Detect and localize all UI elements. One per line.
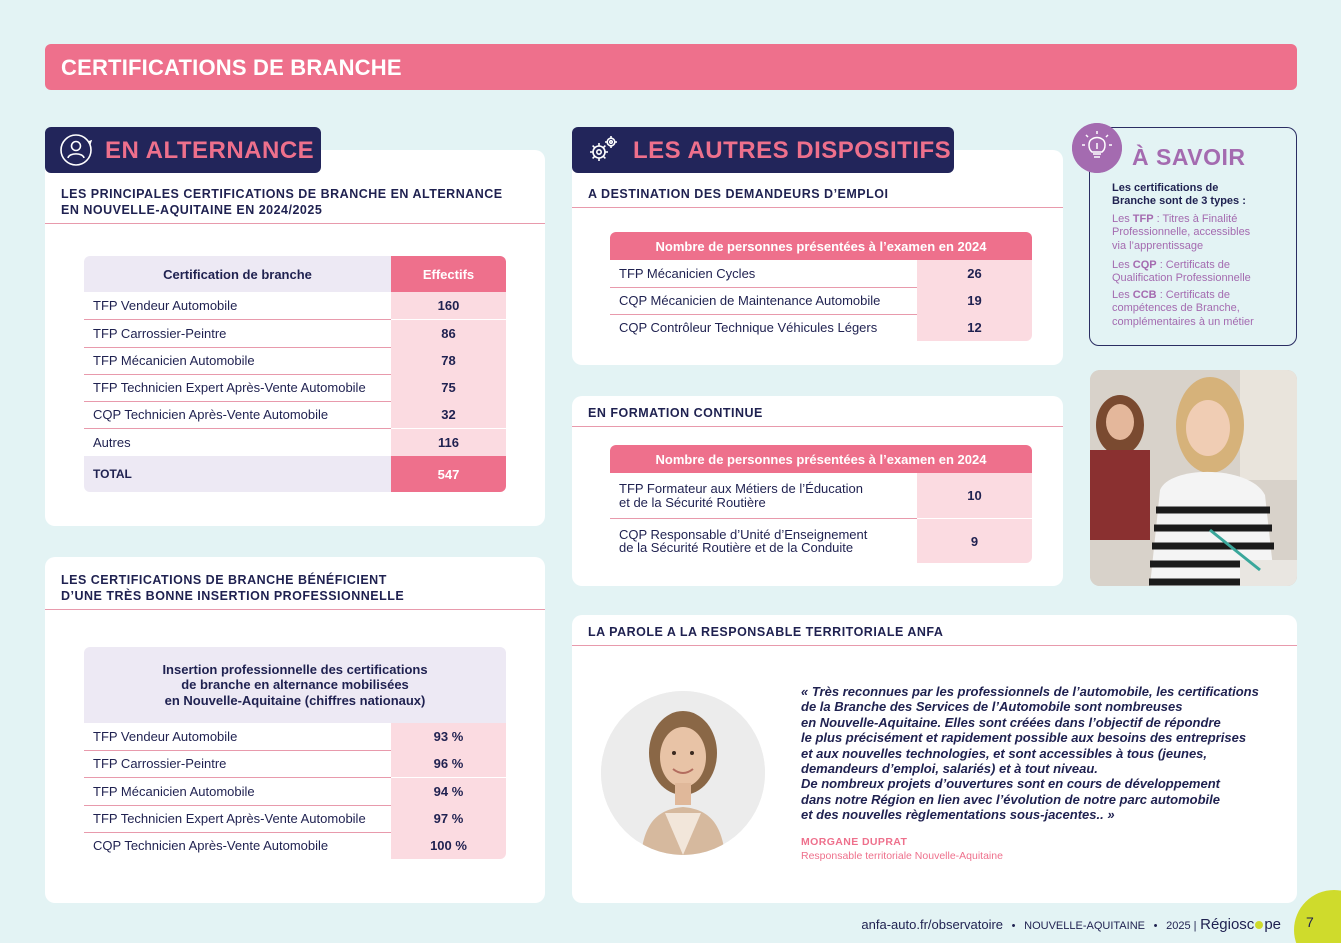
student-photo [1090, 370, 1297, 586]
row-label [610, 473, 863, 518]
item-text: : Titres à Finalité [1153, 213, 1238, 225]
a-savoir-item-tfp [1112, 213, 1250, 253]
autres-title: LES AUTRES DISPOSITIFS [633, 137, 952, 164]
table-row [84, 347, 506, 374]
row-value: 86 [391, 320, 506, 347]
footer-year: 2025 | [1166, 920, 1197, 932]
header-line: Insertion professionnelle des certifications [162, 661, 428, 677]
table-row [610, 473, 1032, 518]
row-value: 116 [391, 429, 506, 456]
row-value: 93 % [391, 723, 506, 750]
continue-subtitle: EN FORMATION CONTINUE [588, 406, 763, 420]
column-header-certification: Certification de branche [84, 256, 391, 292]
person-refresh-icon [59, 133, 93, 167]
table-row [610, 287, 1032, 314]
brand-dot-icon [1255, 921, 1263, 929]
row-label: CQP Technicien Après-Vente Automobile [93, 838, 329, 853]
brand-text: pe [1264, 916, 1281, 933]
row-value: 32 [391, 401, 506, 428]
parole-subtitle: LA PAROLE A LA RESPONSABLE TERRITORIALE ANFA [588, 625, 944, 639]
page-banner [45, 44, 1297, 90]
row-label-line: CQP Responsable d’Unité d’Enseignement [619, 526, 868, 542]
row-value: 100 % [391, 832, 506, 859]
row-value: 94 % [391, 778, 506, 805]
row-value: 12 [917, 314, 1032, 341]
quote-line: en Nouvelle-Aquitaine. Elles sont créées dans l’objectif de répondre [801, 714, 1221, 730]
a-savoir-item-cqp [1112, 259, 1251, 286]
item-text: compétences de Branche, [1112, 302, 1240, 315]
a-savoir-title: À SAVOIR [1132, 144, 1246, 170]
table-row [610, 314, 1032, 341]
footer-region: NOUVELLE-AQUITAINE [1024, 920, 1145, 932]
header-line: de branche en alternance mobilisées [181, 677, 409, 693]
quote-line: et aux nouvelles technologies, et sont accessibles à tous (jeunes, [801, 745, 1208, 761]
footer [861, 916, 1281, 933]
insertion-table-header [84, 647, 506, 723]
student-illustration [1090, 370, 1297, 586]
footer-brand-logo [1200, 916, 1281, 933]
page-number: 7 [1306, 914, 1314, 930]
row-value: 97 % [391, 805, 506, 832]
divider [45, 223, 545, 224]
quote-line: « Très reconnues par les professionnels de l’automobile, les certifications [801, 684, 1259, 699]
item-prefix: Les [1112, 289, 1133, 301]
portrait-illustration [601, 691, 765, 855]
row-label: CQP Mécanicien de Maintenance Automobile [619, 293, 881, 308]
row-label: TFP Technicien Expert Après-Vente Automobile [93, 380, 366, 395]
footer-separator: • [1011, 920, 1016, 932]
table-row [610, 260, 1032, 287]
lightbulb-icon [1072, 123, 1122, 173]
table-row [84, 805, 506, 832]
row-label: TFP Vendeur Automobile [93, 729, 238, 744]
item-abbr: CCB [1132, 289, 1157, 301]
a-savoir-box [1089, 127, 1297, 346]
alternance-subtitle [61, 186, 503, 218]
row-label-line: de la Sécurité Routière et de la Conduite [619, 540, 854, 555]
row-label: TFP Technicien Expert Après-Vente Automobile [93, 811, 366, 826]
alternance-subtitle-line: EN NOUVELLE-AQUITAINE EN 2024/2025 [61, 203, 323, 217]
table-row [84, 750, 506, 777]
insertion-table [84, 647, 506, 859]
insertion-subtitle [61, 572, 404, 604]
alternance-table [84, 256, 506, 492]
continue-table-header: Nombre de personnes présentées à l’examen en 2024 [610, 445, 1032, 473]
item-prefix: Les [1112, 259, 1133, 271]
quote-line: dans notre Région en lien avec l’évolution de notre parc automobile [801, 791, 1220, 807]
row-label: TFP Carrossier-Peintre [93, 326, 227, 341]
demandeurs-subtitle: A DESTINATION DES DEMANDEURS D’EMPLOI [588, 187, 889, 201]
row-value: 19 [917, 287, 1032, 314]
item-text: Professionnelle, accessibles [1112, 226, 1251, 239]
divider [45, 609, 545, 610]
demandeurs-card [572, 150, 1063, 365]
alternance-card [45, 150, 545, 526]
quote-author-role: Responsable territoriale Nouvelle-Aquitaine [801, 850, 1003, 862]
row-value: 26 [917, 260, 1032, 287]
divider [572, 426, 1063, 427]
row-label: TFP Mécanicien Automobile [93, 353, 255, 368]
row-label [610, 519, 867, 563]
row-value: 75 [391, 374, 506, 401]
row-value: 9 [917, 519, 1032, 563]
table-row [84, 292, 506, 319]
row-value: 10 [917, 473, 1032, 518]
table-row [84, 374, 506, 401]
page-number-badge [1294, 890, 1341, 943]
row-label: TFP Mécanicien Cycles [619, 266, 756, 281]
continue-card [572, 396, 1063, 586]
table-total-row [84, 456, 506, 492]
item-prefix: Les [1112, 213, 1133, 225]
table-row [84, 778, 506, 805]
item-text: : Certificats de [1156, 289, 1230, 301]
testimonial-quote [801, 684, 1281, 823]
item-abbr: TFP [1132, 213, 1154, 225]
item-text: : Certificats de [1156, 259, 1230, 271]
row-label: CQP Technicien Après-Vente Automobile [93, 407, 329, 422]
a-savoir-item-ccb [1112, 289, 1254, 329]
column-header-effectifs: Effectifs [391, 256, 506, 292]
intro-line: Branche sont de 3 types : [1112, 195, 1246, 208]
row-label: TFP Vendeur Automobile [93, 298, 238, 313]
quote-line: demandeurs d’emploi, salariés) et à tout niveau. [801, 761, 1098, 777]
intro-line: Les certifications de [1112, 182, 1219, 194]
row-value: 160 [391, 292, 506, 319]
alternance-section-tab [45, 127, 321, 173]
divider [572, 207, 1063, 208]
table-row [610, 519, 1032, 563]
table-row [84, 429, 506, 456]
table-row [84, 723, 506, 750]
portrait-photo [601, 691, 765, 855]
quote-line: et des nouvelles règlementations sous-jacentes.. » [801, 807, 1115, 823]
continue-table [610, 445, 1032, 563]
row-label: TFP Mécanicien Automobile [93, 784, 255, 799]
divider [572, 645, 1297, 646]
insertion-subtitle-line: LES CERTIFICATIONS DE BRANCHE BÉNÉFICIENT [61, 573, 387, 587]
brand-text: Régiosc [1200, 916, 1255, 933]
row-label: Autres [93, 435, 131, 450]
total-value: 547 [391, 456, 506, 492]
total-label: TOTAL [84, 456, 391, 492]
item-text: via l’apprentissage [1112, 239, 1204, 252]
row-label-line: et de la Sécurité Routière [619, 494, 766, 510]
row-value: 78 [391, 347, 506, 374]
item-abbr: CQP [1132, 259, 1157, 271]
table-row [84, 320, 506, 347]
insertion-subtitle-line: D’UNE TRÈS BONNE INSERTION PROFESSIONNELLE [61, 589, 405, 603]
quote-line: De nombreux projets d’ouvertures sont en cours de développement [801, 776, 1220, 792]
item-text: Qualification Professionnelle [1112, 272, 1251, 285]
autres-section-tab [572, 127, 954, 173]
row-label: CQP Contrôleur Technique Véhicules Légers [619, 320, 878, 335]
table-row [84, 401, 506, 428]
table-row [84, 832, 506, 859]
header-line: en Nouvelle-Aquitaine (chiffres nationaux) [164, 692, 426, 708]
a-savoir-intro [1112, 182, 1246, 209]
footer-separator: • [1153, 920, 1158, 932]
row-value: 96 % [391, 750, 506, 777]
alternance-subtitle-line: LES PRINCIPALES CERTIFICATIONS DE BRANCHE EN ALTERNANCE [61, 187, 503, 201]
table-header [84, 256, 506, 292]
demandeurs-table [610, 232, 1032, 341]
page-title: CERTIFICATIONS DE BRANCHE [61, 55, 402, 80]
insertion-card [45, 557, 545, 903]
quote-line: le plus précisément et rapidement possible aux besoins des entreprises [801, 730, 1247, 746]
quote-line: de la Branche des Services de l’Automobile sont nombreuses [801, 699, 1183, 715]
quote-author-name: MORGANE DUPRAT [801, 836, 908, 848]
row-label-line: TFP Formateur aux Métiers de l’Éducation [619, 481, 863, 496]
gears-icon [586, 133, 620, 167]
demandeurs-table-header: Nombre de personnes présentées à l’examen en 2024 [610, 232, 1032, 260]
row-label: TFP Carrossier-Peintre [93, 756, 227, 771]
alternance-title: EN ALTERNANCE [105, 137, 315, 164]
item-text: complémentaires à un métier [1112, 315, 1254, 328]
footer-url[interactable]: anfa-auto.fr/observatoire [861, 917, 1004, 932]
